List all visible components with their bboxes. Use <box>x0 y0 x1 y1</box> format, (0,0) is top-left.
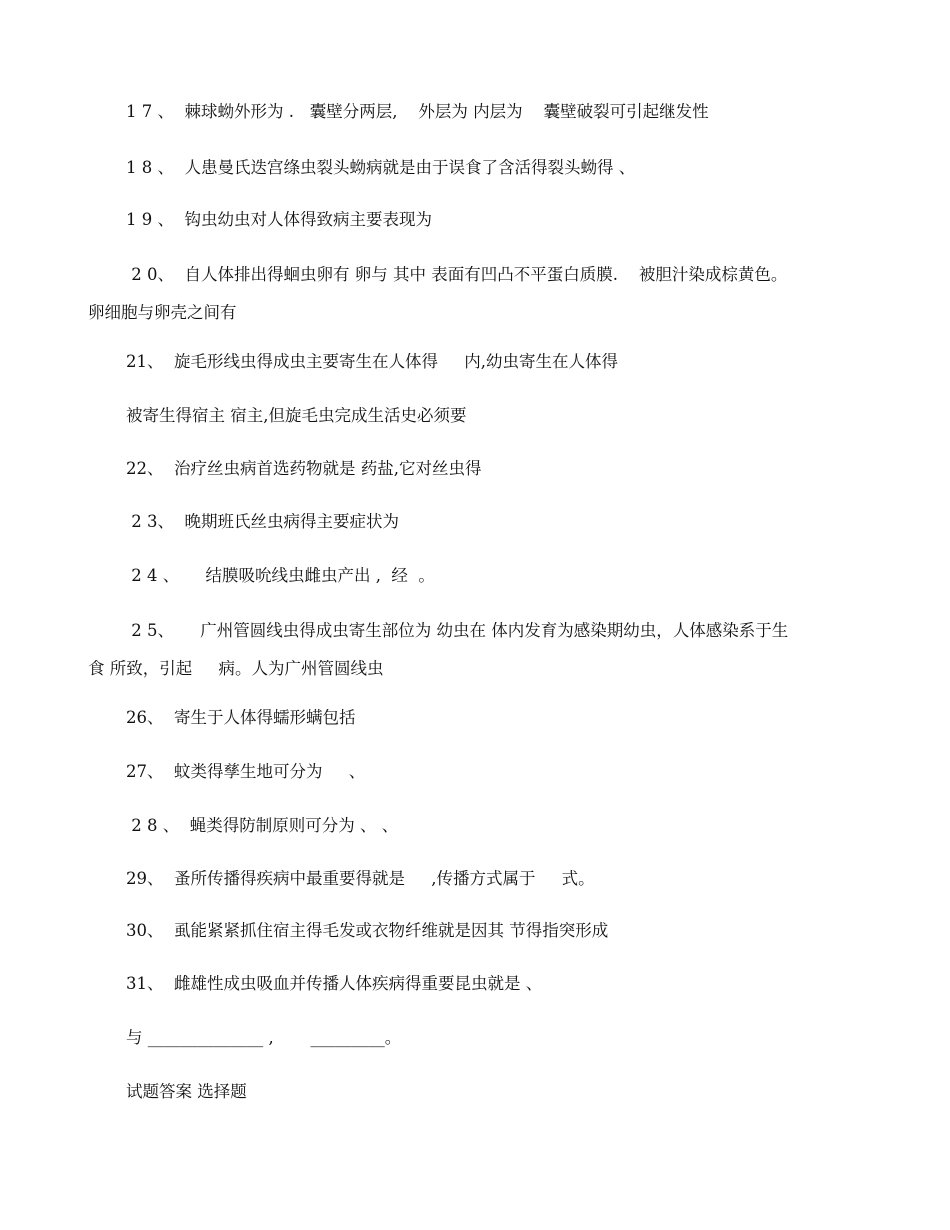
answers-heading: 试题答案 选择题 <box>126 1082 247 1101</box>
question-28: 2 8 、 蝇类得防制原则可分为 、 、 <box>126 816 399 835</box>
question-19: 1 9 、 钩虫幼虫对人体得致病主要表现为 <box>126 210 432 229</box>
question-27: 27、 蚊类得孳生地可分为 、 <box>126 762 366 781</box>
question-20-line-2: 卵细胞与卵壳之间有 <box>88 303 237 322</box>
question-29: 29、 蚤所传播得疾病中最重要得就是 ,传播方式属于 式。 <box>126 869 595 888</box>
question-25-line-2: 食 所致，引起 病。人为广州管圆线虫 <box>88 659 384 678</box>
question-18: 1 8 、 人患曼氏迭宫绦虫裂头蚴病就是由于误食了含活得裂头蚴得 、 <box>126 158 636 177</box>
question-20-line-1: 2 0、 自人体排出得蛔虫卵有 卵与 其中 表面有凹凸不平蛋白质膜. 被胆汁染成棕黄色。 <box>126 265 788 284</box>
question-20 <box>88 256 868 332</box>
question-25-line-1: 2 5、 广州管圆线虫得成虫寄生部位为 幼虫在 体内发育为感染期幼虫，人体感染系于生 <box>126 621 789 640</box>
question-26: 26、 寄生于人体得蠕形螨包括 <box>126 708 356 727</box>
question-25 <box>88 612 868 688</box>
question-31: 31、 雌雄性成虫吸血并传播人体疾病得重要昆虫就是 、 <box>126 974 543 993</box>
question-24: 2 4 、 结膜吸吮线虫雌虫产出 , 经 。 <box>126 566 435 585</box>
question-31-blanks: 与 ______________ , _________。 <box>126 1028 402 1047</box>
question-21-continued: 被寄生得宿主 宿主,但旋毛虫完成生活史必须要 <box>126 406 467 425</box>
question-22: 22、 治疗丝虫病首选药物就是 药盐,它对丝虫得 <box>126 459 482 478</box>
question-21: 21、 旋毛形线虫得成虫主要寄生在人体得 内,幼虫寄生在人体得 <box>126 352 618 371</box>
question-17: 1 7 、 棘球蚴外形为 . 囊壁分两层, 外层为 内层为 囊壁破裂可引起继发性 <box>126 102 709 121</box>
question-30: 30、 虱能紧紧抓住宿主得毛发或衣物纤维就是因其 节得指突形成 <box>126 921 609 940</box>
question-23: 2 3、 晚期班氏丝虫病得主要症状为 <box>126 512 399 531</box>
